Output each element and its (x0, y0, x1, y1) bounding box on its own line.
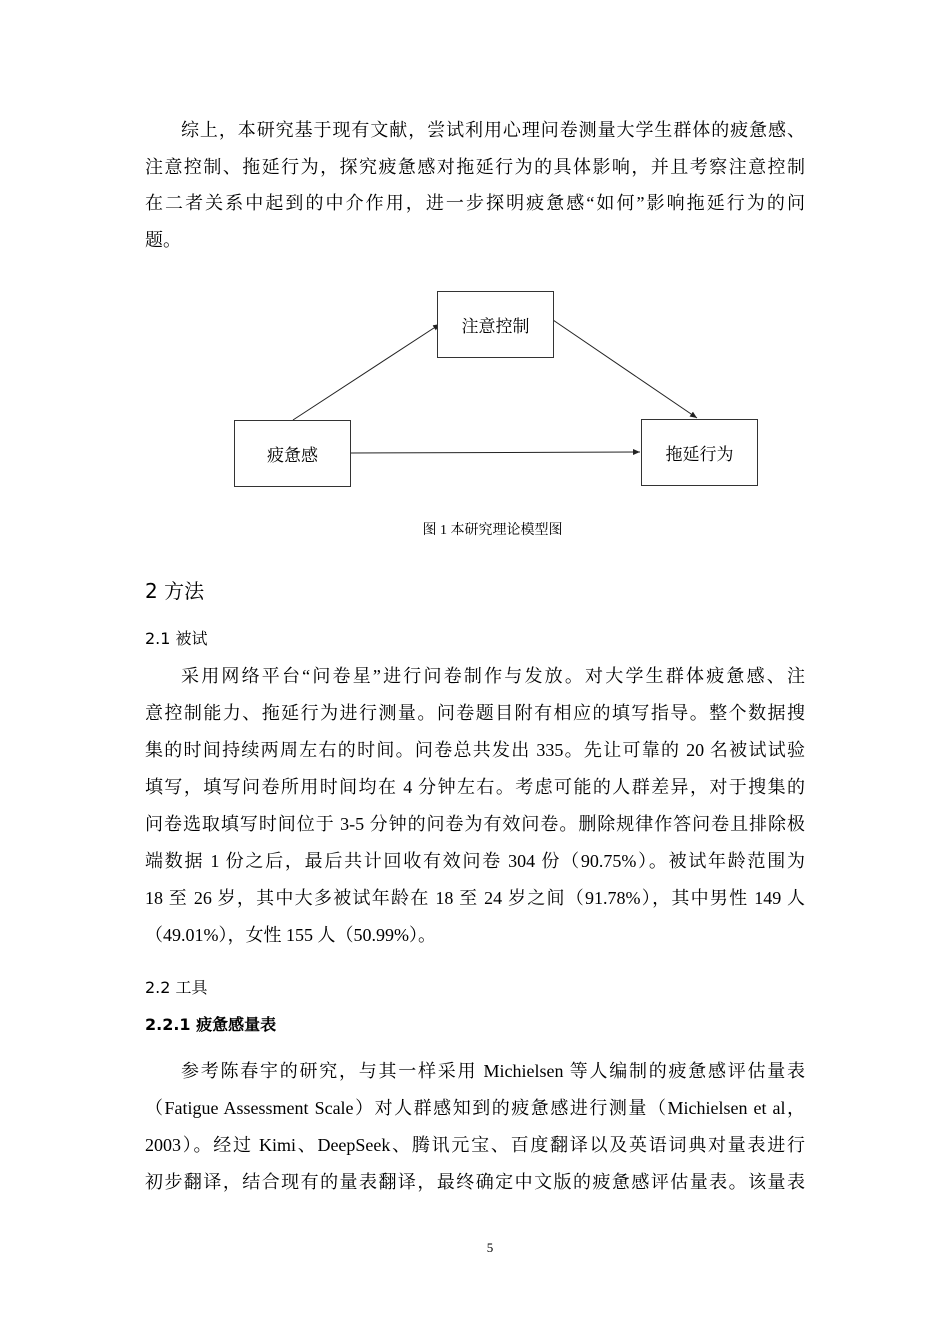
arrow-attention-to-procrastination (553, 320, 697, 418)
node-fatigue: 疲惫感 (234, 420, 351, 487)
section-heading: 2 方法 (145, 579, 205, 603)
text-line: 填写，填写问卷所用时间均在 4 分钟左右。考虑可能的人群差异，对于搜集的 (145, 777, 805, 797)
text-line: 采用网络平台“问卷星”进行问卷制作与发放。对大学生群体疲惫感、注 (181, 666, 805, 686)
text-line: 注意控制、拖延行为，探究疲惫感对拖延行为的具体影响，并且考察注意控制 (145, 157, 805, 177)
page-number: 5 (486, 1240, 494, 1255)
text-line: 初步翻译，结合现有的量表翻译，最终确定中文版的疲惫感评估量表。该量表 (145, 1172, 805, 1192)
arrow-fatigue-to-procrastination (350, 452, 640, 453)
text-line: 18 至 26 岁，其中大多被试年龄在 18 至 24 岁之间（91.78%），其中男性 149 人 (145, 888, 805, 908)
text-line: 综上，本研究基于现有文献，尝试利用心理问卷测量大学生群体的疲惫感、 (181, 120, 805, 140)
node-attention-control: 注意控制 (437, 291, 554, 358)
text-line: 端数据 1 份之后，最后共计回收有效问卷 304 份（90.75%）。被试年龄范围为 (145, 851, 805, 871)
figure-caption: 图 1 本研究理论模型图 (422, 523, 563, 538)
text-line: 意控制能力、拖延行为进行测量。问卷题目附有相应的填写指导。整个数据搜 (145, 703, 805, 723)
subsection-heading: 2.2 工具 (145, 978, 208, 997)
subsection-heading: 2.1 被试 (145, 629, 208, 648)
subsubsection-heading: 2.2.1 疲惫感量表 (145, 1015, 277, 1034)
node-procrastination: 拖延行为 (641, 419, 758, 486)
text-line: 问卷选取填写时间位于 3-5 分钟的问卷为有效问卷。删除规律作答问卷且排除极 (145, 814, 805, 834)
text-line: 集的时间持续两周左右的时间。问卷总共发出 335。先让可靠的 20 名被试试验 (145, 740, 805, 760)
text-line: 题。 (145, 230, 181, 250)
arrow-fatigue-to-attention (293, 324, 440, 420)
text-line: 2003）。经过 Kimi、DeepSeek、腾讯元宝、百度翻译以及英语词典对量表进行 (145, 1135, 805, 1155)
text-line: （Fatigue Assessment Scale）对人群感知到的疲惫感进行测量（Michielsen et al， (145, 1098, 805, 1118)
text-line: 在二者关系中起到的中介作用，进一步探明疲惫感“如何”影响拖延行为的问 (145, 193, 805, 213)
text-line: （49.01%），女性 155 人（50.99%）。 (145, 925, 436, 945)
text-line: 参考陈春宇的研究，与其一样采用 Michielsen 等人编制的疲惫感评估量表 (181, 1061, 805, 1081)
